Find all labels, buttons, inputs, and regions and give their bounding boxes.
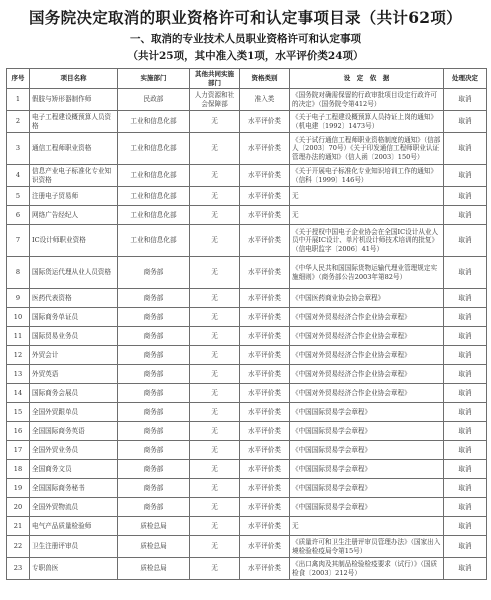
cell-other: 无 [190, 536, 240, 558]
table-row [7, 498, 487, 517]
cell-result: 取消 [444, 422, 487, 441]
cell-type: 水平评价类 [240, 257, 290, 289]
cell-basis: 《关于授权中国电子企业协会在全国IC设计从业人员中开展IC设计、单片机设计师技术培训的批复》（信电职监字〔2006〕41号） [290, 225, 444, 257]
cell-name: 外贸英语 [30, 365, 118, 384]
cell-type: 水平评价类 [240, 422, 290, 441]
cell-dept: 商务部 [118, 365, 190, 384]
cell-dept: 工业和信息化部 [118, 165, 190, 187]
cell-name: 医药代表资格 [30, 289, 118, 308]
cell-result: 取消 [444, 111, 487, 133]
cell-result: 取消 [444, 206, 487, 225]
cell-basis: 无 [290, 187, 444, 206]
cell-result: 取消 [444, 308, 487, 327]
cell-no: 23 [7, 558, 30, 580]
cell-no: 10 [7, 308, 30, 327]
header-result: 处理决定 [444, 69, 487, 89]
cell-no: 11 [7, 327, 30, 346]
cell-name: 全国商务文员 [30, 460, 118, 479]
cell-basis: 《中国对外贸易经济合作企业协会章程》 [290, 365, 444, 384]
cell-name: 卫生注册评审员 [30, 536, 118, 558]
cell-basis: 《关于电子工程建设概预算人员持证上岗的通知》（机电建〔1992〕1473号） [290, 111, 444, 133]
cell-dept: 工业和信息化部 [118, 111, 190, 133]
cell-name: 国际商务会展员 [30, 384, 118, 403]
cell-basis: 《中国国际贸易学会章程》 [290, 460, 444, 479]
qualification-table [6, 68, 487, 580]
cell-dept: 商务部 [118, 327, 190, 346]
cell-dept: 商务部 [118, 422, 190, 441]
cell-type: 水平评价类 [240, 441, 290, 460]
cell-no: 2 [7, 111, 30, 133]
cell-basis: 《国务院对确需保留的行政审批项目设定行政许可的决定》（国务院令第412号） [290, 89, 444, 111]
header-dept: 实施部门 [118, 69, 190, 89]
cell-type: 水平评价类 [240, 133, 290, 165]
cell-other: 无 [190, 517, 240, 536]
cell-dept: 工业和信息化部 [118, 225, 190, 257]
table-row [7, 165, 487, 187]
table-row [7, 517, 487, 536]
table-row [7, 460, 487, 479]
cell-no: 8 [7, 257, 30, 289]
cell-dept: 商务部 [118, 257, 190, 289]
header-name: 项目名称 [30, 69, 118, 89]
cell-basis: 《中国对外贸易经济合作企业协会章程》 [290, 327, 444, 346]
table-row [7, 403, 487, 422]
cell-type: 准入类 [240, 89, 290, 111]
cell-name: 国际贸易业务员 [30, 327, 118, 346]
cell-name: 全国国际商务秘书 [30, 479, 118, 498]
table-row [7, 441, 487, 460]
cell-name: 全国国际商务英语 [30, 422, 118, 441]
cell-no: 7 [7, 225, 30, 257]
cell-other: 无 [190, 225, 240, 257]
cell-no: 18 [7, 460, 30, 479]
cell-basis: 无 [290, 206, 444, 225]
cell-no: 5 [7, 187, 30, 206]
cell-dept: 工业和信息化部 [118, 187, 190, 206]
table-row [7, 327, 487, 346]
cell-no: 14 [7, 384, 30, 403]
table-row [7, 289, 487, 308]
cell-result: 取消 [444, 403, 487, 422]
cell-basis: 《中国对外贸易经济合作企业协会章程》 [290, 384, 444, 403]
cell-name: 国际货运代理从业人员资格 [30, 257, 118, 289]
section-subtitle: （共计25项，其中准入类1项，水平评价类24项） [127, 50, 364, 62]
cell-name: 电子工程建设概预算人员资格 [30, 111, 118, 133]
cell-dept: 商务部 [118, 289, 190, 308]
table-row [7, 558, 487, 580]
cell-name: 全国外贸跟单员 [30, 403, 118, 422]
header-no: 序号 [7, 69, 30, 89]
cell-result: 取消 [444, 225, 487, 257]
cell-type: 水平评价类 [240, 165, 290, 187]
cell-no: 20 [7, 498, 30, 517]
cell-basis: 《中国国际贸易学会章程》 [290, 479, 444, 498]
cell-type: 水平评价类 [240, 403, 290, 422]
header-other: 其他共同实施部门 [190, 69, 240, 89]
cell-type: 水平评价类 [240, 558, 290, 580]
cell-name: 信息产业电子标准化专业知识资格 [30, 165, 118, 187]
header-basis: 设 定 依 据 [290, 69, 444, 89]
cell-basis: 《中国医药商业协会协会章程》 [290, 289, 444, 308]
cell-no: 19 [7, 479, 30, 498]
cell-type: 水平评价类 [240, 225, 290, 257]
cell-result: 取消 [444, 165, 487, 187]
cell-name: 外贸会计 [30, 346, 118, 365]
cell-name: 全国外贸业务员 [30, 441, 118, 460]
cell-type: 水平评价类 [240, 479, 290, 498]
cell-other: 无 [190, 441, 240, 460]
cell-basis: 《关于试行通信工程师职业资格制度的通知》（信部人〔2003〕70号）《关于印发通信工程师职业认证管理办法的通知》（信人函〔2003〕150号） [290, 133, 444, 165]
cell-other: 无 [190, 346, 240, 365]
cell-result: 取消 [444, 346, 487, 365]
table-row [7, 257, 487, 289]
cell-type: 水平评价类 [240, 498, 290, 517]
table-row [7, 89, 487, 111]
cell-type: 水平评价类 [240, 308, 290, 327]
cell-type: 水平评价类 [240, 517, 290, 536]
cell-dept: 民政部 [118, 89, 190, 111]
cell-no: 21 [7, 517, 30, 536]
cell-name: 注册电子贸易师 [30, 187, 118, 206]
cell-basis: 《中国国际贸易学会章程》 [290, 441, 444, 460]
cell-type: 水平评价类 [240, 111, 290, 133]
cell-no: 9 [7, 289, 30, 308]
cell-dept: 商务部 [118, 403, 190, 422]
cell-basis: 《中华人民共和国国际货物运输代理业管理规定实施细则》（商务部公告2003年第82号） [290, 257, 444, 289]
cell-type: 水平评价类 [240, 289, 290, 308]
cell-result: 取消 [444, 536, 487, 558]
cell-basis: 《质量许可和卫生注册评审员管理办法》（国家出入境检验检疫局令第15号） [290, 536, 444, 558]
cell-dept: 质检总局 [118, 558, 190, 580]
cell-dept: 商务部 [118, 384, 190, 403]
cell-other: 无 [190, 327, 240, 346]
cell-name: 通信工程师职业资格 [30, 133, 118, 165]
cell-other: 无 [190, 498, 240, 517]
cell-type: 水平评价类 [240, 384, 290, 403]
table-row [7, 536, 487, 558]
cell-type: 水平评价类 [240, 460, 290, 479]
cell-other: 无 [190, 460, 240, 479]
table-row [7, 225, 487, 257]
cell-result: 取消 [444, 187, 487, 206]
cell-result: 取消 [444, 289, 487, 308]
cell-name: 网络广告经纪人 [30, 206, 118, 225]
cell-basis: 《出口禽肉及其制品检验检疫要求（试行）》（国质检食〔2003〕212号） [290, 558, 444, 580]
table-row [7, 422, 487, 441]
cell-dept: 商务部 [118, 479, 190, 498]
cell-dept: 商务部 [118, 498, 190, 517]
cell-name: IC设计师职业资格 [30, 225, 118, 257]
cell-other: 无 [190, 133, 240, 165]
cell-basis: 《关于开展电子标准化专业知识培训工作的通知》（信科〔1999〕146号） [290, 165, 444, 187]
cell-dept: 质检总局 [118, 517, 190, 536]
cell-result: 取消 [444, 365, 487, 384]
table-row [7, 133, 487, 165]
cell-no: 13 [7, 365, 30, 384]
cell-other: 无 [190, 422, 240, 441]
cell-other: 无 [190, 558, 240, 580]
cell-type: 水平评价类 [240, 346, 290, 365]
cell-type: 水平评价类 [240, 365, 290, 384]
document-title: 国务院决定取消的职业资格许可和认定事项目录（共计62项） [29, 8, 462, 27]
cell-dept: 质检总局 [118, 536, 190, 558]
cell-no: 6 [7, 206, 30, 225]
table-row [7, 479, 487, 498]
cell-no: 16 [7, 422, 30, 441]
cell-basis: 《中国国际贸易学会章程》 [290, 498, 444, 517]
cell-result: 取消 [444, 133, 487, 165]
table-row [7, 308, 487, 327]
cell-result: 取消 [444, 558, 487, 580]
cell-dept: 商务部 [118, 346, 190, 365]
cell-result: 取消 [444, 517, 487, 536]
cell-no: 17 [7, 441, 30, 460]
cell-result: 取消 [444, 89, 487, 111]
cell-type: 水平评价类 [240, 327, 290, 346]
cell-other: 无 [190, 384, 240, 403]
cell-basis: 《中国对外贸易经济合作企业协会章程》 [290, 346, 444, 365]
cell-basis: 无 [290, 517, 444, 536]
cell-no: 12 [7, 346, 30, 365]
cell-other: 人力资源和社会保障部 [190, 89, 240, 111]
cell-type: 水平评价类 [240, 536, 290, 558]
section-title: 一、取消的专业技术人员职业资格许可和认定事项 [130, 33, 361, 45]
table-row [7, 187, 487, 206]
cell-dept: 商务部 [118, 308, 190, 327]
cell-dept: 工业和信息化部 [118, 133, 190, 165]
cell-basis: 《中国国际贸易学会章程》 [290, 403, 444, 422]
cell-no: 15 [7, 403, 30, 422]
cell-name: 专职兽医 [30, 558, 118, 580]
cell-other: 无 [190, 187, 240, 206]
cell-no: 4 [7, 165, 30, 187]
cell-dept: 商务部 [118, 441, 190, 460]
cell-other: 无 [190, 365, 240, 384]
cell-other: 无 [190, 165, 240, 187]
cell-no: 22 [7, 536, 30, 558]
cell-other: 无 [190, 206, 240, 225]
cell-dept: 商务部 [118, 460, 190, 479]
cell-dept: 工业和信息化部 [118, 206, 190, 225]
cell-result: 取消 [444, 479, 487, 498]
cell-no: 1 [7, 89, 30, 111]
cell-name: 电气产品质量检验师 [30, 517, 118, 536]
cell-name: 国际商务单证员 [30, 308, 118, 327]
cell-basis: 《中国国际贸易学会章程》 [290, 422, 444, 441]
cell-result: 取消 [444, 384, 487, 403]
table-row [7, 365, 487, 384]
cell-other: 无 [190, 479, 240, 498]
cell-other: 无 [190, 111, 240, 133]
table-row [7, 346, 487, 365]
cell-basis: 《中国对外贸易经济合作企业协会章程》 [290, 308, 444, 327]
header-type: 资格类别 [240, 69, 290, 89]
cell-result: 取消 [444, 498, 487, 517]
cell-result: 取消 [444, 257, 487, 289]
cell-name: 假肢与矫形器制作师 [30, 89, 118, 111]
table-row [7, 111, 487, 133]
table-header-row [7, 69, 487, 89]
cell-result: 取消 [444, 460, 487, 479]
cell-other: 无 [190, 289, 240, 308]
cell-no: 3 [7, 133, 30, 165]
cell-other: 无 [190, 403, 240, 422]
table-row [7, 206, 487, 225]
cell-other: 无 [190, 308, 240, 327]
cell-result: 取消 [444, 441, 487, 460]
cell-type: 水平评价类 [240, 187, 290, 206]
cell-type: 水平评价类 [240, 206, 290, 225]
table-row [7, 384, 487, 403]
cell-result: 取消 [444, 327, 487, 346]
cell-other: 无 [190, 257, 240, 289]
cell-name: 全国外贸物流员 [30, 498, 118, 517]
